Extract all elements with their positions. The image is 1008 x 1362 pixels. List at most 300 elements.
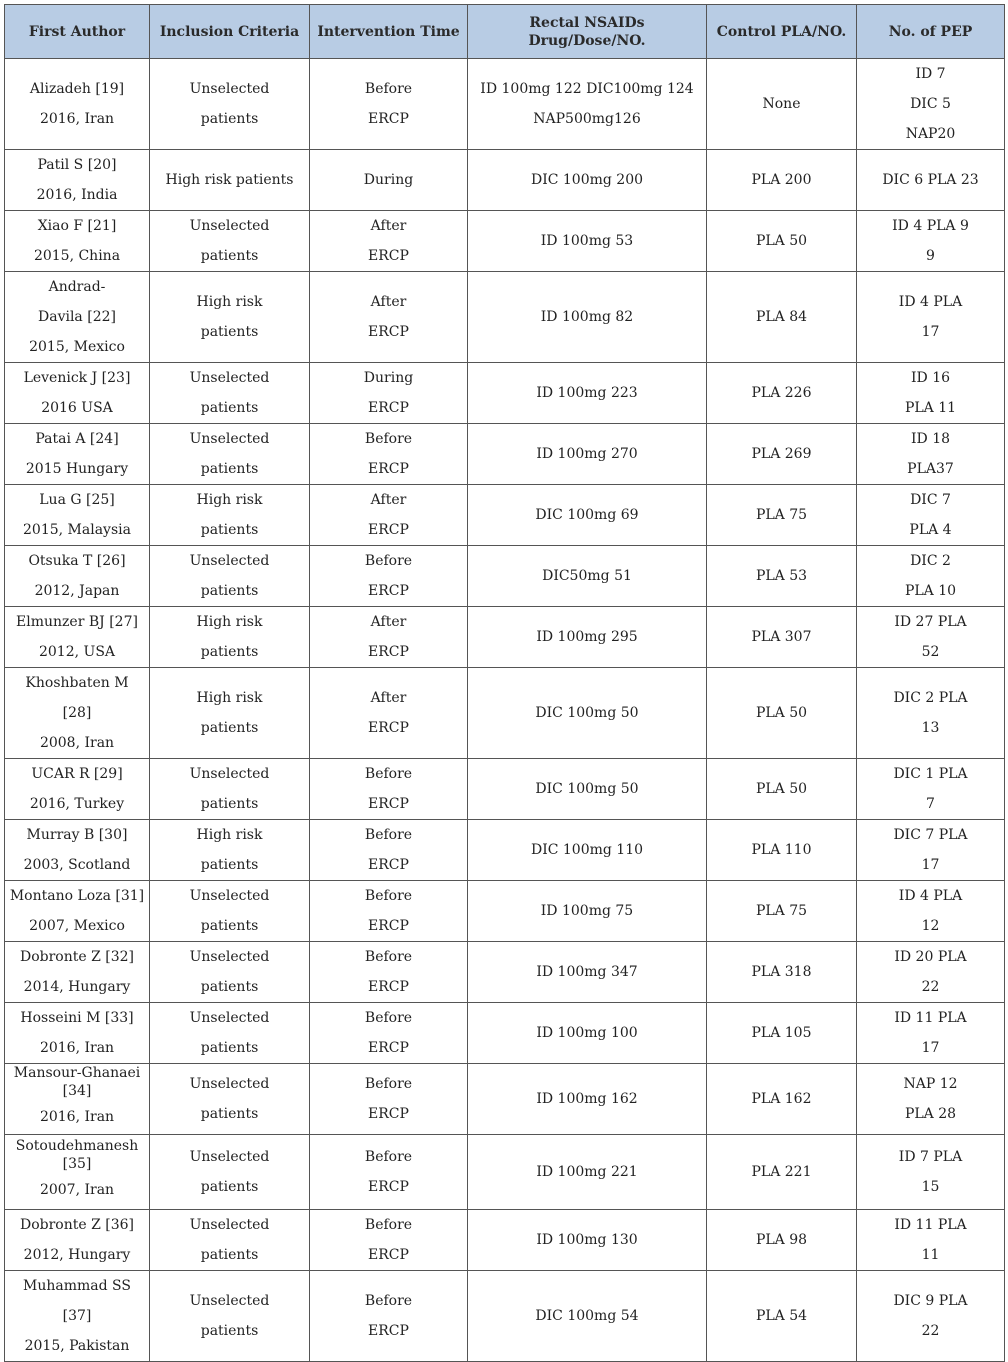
drug-dose-cell bbox=[468, 759, 707, 820]
table-row bbox=[5, 1135, 1005, 1210]
header-row bbox=[5, 5, 1005, 59]
header-intervention-time: Intervention Time bbox=[310, 5, 468, 59]
drug-dose-cell-line: DIC 100mg 50 bbox=[535, 781, 639, 797]
control-cell bbox=[707, 942, 857, 1003]
control-cell bbox=[707, 485, 857, 546]
table-row bbox=[5, 272, 1005, 363]
drug-dose-cell-line: DIC 100mg 69 bbox=[535, 507, 639, 523]
pep-cell-line: DIC 2 PLA bbox=[893, 690, 968, 706]
drug-dose-cell bbox=[468, 1064, 707, 1135]
author-cell-line: Levenick J [23] bbox=[23, 370, 131, 386]
drug-dose-cell bbox=[468, 1135, 707, 1210]
pep-cell bbox=[857, 1003, 1005, 1064]
pep-cell bbox=[857, 942, 1005, 1003]
intervention-time-cell bbox=[310, 150, 468, 211]
control-cell-line: PLA 84 bbox=[755, 309, 808, 325]
intervention-time-cell-line: ERCP bbox=[368, 583, 409, 599]
pep-cell-line: ID 4 PLA bbox=[898, 888, 963, 904]
table-row bbox=[5, 942, 1005, 1003]
intervention-time-cell-line: After bbox=[370, 614, 407, 630]
intervention-time-cell-line: ERCP bbox=[368, 1247, 409, 1263]
pep-cell-line: ID 16 bbox=[910, 370, 951, 386]
author-cell-line: 2008, Iran bbox=[39, 735, 115, 751]
inclusion-criteria-cell-line: Unselected bbox=[189, 1217, 270, 1233]
author-cell bbox=[5, 607, 150, 668]
control-cell-line: PLA 75 bbox=[755, 903, 808, 919]
author-cell-line: Andrad- bbox=[48, 279, 106, 295]
inclusion-criteria-cell-line: High risk patients bbox=[165, 172, 294, 188]
drug-dose-cell-line: ID 100mg 295 bbox=[536, 629, 638, 645]
table-row bbox=[5, 211, 1005, 272]
control-cell bbox=[707, 607, 857, 668]
control-cell-line: PLA 75 bbox=[755, 507, 808, 523]
author-cell-line: 2015, Pakistan bbox=[24, 1338, 130, 1354]
control-cell-line: PLA 318 bbox=[751, 964, 812, 980]
table-body bbox=[5, 59, 1005, 1362]
intervention-time-cell-line: Before bbox=[364, 1149, 413, 1165]
inclusion-criteria-cell-line: Unselected bbox=[189, 1149, 270, 1165]
table-row bbox=[5, 150, 1005, 211]
inclusion-criteria-cell-line: patients bbox=[200, 1247, 259, 1263]
pep-cell-line: 7 bbox=[926, 796, 935, 812]
table-row bbox=[5, 59, 1005, 150]
author-cell bbox=[5, 1003, 150, 1064]
control-cell bbox=[707, 1271, 857, 1362]
intervention-time-cell-line: Before bbox=[364, 827, 413, 843]
intervention-time-cell-line: ERCP bbox=[368, 1323, 409, 1339]
control-cell-line: PLA 105 bbox=[751, 1025, 812, 1041]
author-cell-line: Elmunzer BJ [27] bbox=[16, 614, 138, 630]
inclusion-criteria-cell-line: Unselected bbox=[189, 1293, 270, 1309]
pep-cell-line: 17 bbox=[921, 324, 940, 340]
control-cell-line: None bbox=[762, 96, 801, 112]
pep-cell-line: DIC 6 PLA 23 bbox=[882, 172, 979, 188]
drug-dose-cell bbox=[468, 1271, 707, 1362]
control-cell bbox=[707, 424, 857, 485]
inclusion-criteria-cell-line: patients bbox=[200, 720, 259, 736]
table-row bbox=[5, 759, 1005, 820]
author-cell bbox=[5, 150, 150, 211]
pep-cell bbox=[857, 881, 1005, 942]
pep-cell bbox=[857, 485, 1005, 546]
intervention-time-cell bbox=[310, 881, 468, 942]
inclusion-criteria-cell-line: Unselected bbox=[189, 888, 270, 904]
intervention-time-cell-line: ERCP bbox=[368, 979, 409, 995]
pep-cell-line: NAP20 bbox=[905, 126, 956, 142]
pep-cell bbox=[857, 363, 1005, 424]
author-cell-line: 2012, Japan bbox=[34, 583, 120, 599]
control-cell bbox=[707, 668, 857, 759]
pep-cell-line: 52 bbox=[921, 644, 940, 660]
author-cell-line: 2016, Turkey bbox=[29, 796, 125, 812]
drug-dose-cell-line: ID 100mg 162 bbox=[536, 1091, 638, 1107]
pep-cell-line: DIC 1 PLA bbox=[893, 766, 968, 782]
control-cell-line: PLA 50 bbox=[755, 781, 808, 797]
inclusion-criteria-cell-line: patients bbox=[200, 1179, 259, 1195]
drug-dose-cell bbox=[468, 485, 707, 546]
drug-dose-cell-line: ID 100mg 347 bbox=[536, 964, 638, 980]
intervention-time-cell bbox=[310, 607, 468, 668]
inclusion-criteria-cell bbox=[150, 1064, 310, 1135]
table-row bbox=[5, 485, 1005, 546]
table-row bbox=[5, 363, 1005, 424]
inclusion-criteria-cell-line: patients bbox=[200, 1106, 259, 1122]
pep-cell-line: ID 20 PLA bbox=[894, 949, 967, 965]
drug-dose-cell-line: DIC 100mg 200 bbox=[530, 172, 644, 188]
author-cell-line: Hosseini M [33] bbox=[20, 1010, 134, 1026]
inclusion-criteria-cell-line: patients bbox=[200, 644, 259, 660]
control-cell-line: PLA 307 bbox=[751, 629, 812, 645]
pep-cell bbox=[857, 668, 1005, 759]
drug-dose-cell-line: ID 100mg 100 bbox=[536, 1025, 638, 1041]
drug-dose-cell-line: ID 100mg 130 bbox=[536, 1232, 638, 1248]
pep-cell-line: DIC 7 bbox=[910, 492, 951, 508]
intervention-time-cell bbox=[310, 942, 468, 1003]
control-cell bbox=[707, 820, 857, 881]
author-cell-line: Patai A [24] bbox=[35, 431, 119, 447]
intervention-time-cell bbox=[310, 1135, 468, 1210]
pep-cell-line: 11 bbox=[921, 1247, 940, 1263]
intervention-time-cell-line: ERCP bbox=[368, 461, 409, 477]
author-cell-line: Dobronte Z [32] bbox=[19, 949, 135, 965]
header-first-author: First Author bbox=[5, 5, 150, 59]
intervention-time-cell-line: After bbox=[370, 492, 407, 508]
pep-cell bbox=[857, 211, 1005, 272]
author-cell-line: [35] bbox=[62, 1156, 92, 1172]
control-cell bbox=[707, 546, 857, 607]
pep-cell-line: ID 18 bbox=[910, 431, 951, 447]
control-cell bbox=[707, 150, 857, 211]
intervention-time-cell bbox=[310, 1064, 468, 1135]
inclusion-criteria-cell bbox=[150, 424, 310, 485]
pep-cell bbox=[857, 272, 1005, 363]
intervention-time-cell-line: ERCP bbox=[368, 857, 409, 873]
control-cell bbox=[707, 881, 857, 942]
inclusion-criteria-cell-line: Unselected bbox=[189, 1010, 270, 1026]
intervention-time-cell-line: After bbox=[370, 294, 407, 310]
inclusion-criteria-cell-line: High risk bbox=[196, 492, 263, 508]
author-cell-line: 2016, India bbox=[36, 187, 118, 203]
author-cell-line: 2015, China bbox=[33, 248, 121, 264]
inclusion-criteria-cell bbox=[150, 485, 310, 546]
intervention-time-cell-line: During bbox=[363, 172, 414, 188]
author-cell-line: 2007, Iran bbox=[39, 1182, 115, 1198]
drug-dose-cell-line: ID 100mg 75 bbox=[540, 903, 634, 919]
table-row bbox=[5, 1210, 1005, 1271]
drug-dose-cell-line: DIC 100mg 54 bbox=[535, 1308, 639, 1324]
inclusion-criteria-cell-line: patients bbox=[200, 248, 259, 264]
inclusion-criteria-cell bbox=[150, 1135, 310, 1210]
author-cell-line: 2007, Mexico bbox=[29, 918, 125, 934]
intervention-time-cell bbox=[310, 211, 468, 272]
table-row bbox=[5, 424, 1005, 485]
author-cell-line: Muhammad SS [37] bbox=[23, 1278, 131, 1324]
author-cell-line: 2016, Iran bbox=[39, 1109, 115, 1125]
intervention-time-cell-line: ERCP bbox=[368, 248, 409, 264]
table-row bbox=[5, 546, 1005, 607]
pep-cell-line: DIC 2 bbox=[910, 553, 951, 569]
inclusion-criteria-cell bbox=[150, 1003, 310, 1064]
author-cell bbox=[5, 485, 150, 546]
drug-dose-cell bbox=[468, 546, 707, 607]
pep-cell-line: 13 bbox=[921, 720, 940, 736]
inclusion-criteria-cell bbox=[150, 272, 310, 363]
author-cell bbox=[5, 942, 150, 1003]
author-cell bbox=[5, 1064, 150, 1135]
control-cell bbox=[707, 272, 857, 363]
pep-cell-line: ID 4 PLA 9 bbox=[892, 218, 969, 234]
pep-cell-line: PLA 11 bbox=[904, 400, 957, 416]
header-inclusion-criteria: Inclusion Criteria bbox=[150, 5, 310, 59]
drug-dose-cell bbox=[468, 1210, 707, 1271]
table-row bbox=[5, 1271, 1005, 1362]
drug-dose-cell bbox=[468, 363, 707, 424]
author-cell-line: Khoshbaten M [28] bbox=[25, 675, 129, 721]
pep-cell-line: 22 bbox=[921, 979, 940, 995]
intervention-time-cell-line: ERCP bbox=[368, 1179, 409, 1195]
inclusion-criteria-cell-line: patients bbox=[200, 400, 259, 416]
inclusion-criteria-cell-line: Unselected bbox=[189, 81, 270, 97]
inclusion-criteria-cell-line: High risk bbox=[196, 690, 263, 706]
control-cell-line: PLA 50 bbox=[755, 233, 808, 249]
inclusion-criteria-cell-line: patients bbox=[200, 918, 259, 934]
author-cell bbox=[5, 759, 150, 820]
inclusion-criteria-cell-line: Unselected bbox=[189, 949, 270, 965]
pep-cell bbox=[857, 424, 1005, 485]
drug-dose-cell bbox=[468, 820, 707, 881]
drug-dose-cell bbox=[468, 59, 707, 150]
pep-cell bbox=[857, 546, 1005, 607]
author-cell bbox=[5, 363, 150, 424]
control-cell bbox=[707, 759, 857, 820]
inclusion-criteria-cell-line: patients bbox=[200, 324, 259, 340]
inclusion-criteria-cell-line: Unselected bbox=[189, 218, 270, 234]
pep-cell bbox=[857, 59, 1005, 150]
author-cell-line: 2016 USA bbox=[41, 400, 113, 416]
intervention-time-cell-line: ERCP bbox=[368, 1106, 409, 1122]
intervention-time-cell-line: Before bbox=[364, 766, 413, 782]
intervention-time-cell-line: ERCP bbox=[368, 111, 409, 127]
author-cell-line: 2003, Scotland bbox=[23, 857, 131, 873]
control-cell bbox=[707, 59, 857, 150]
author-cell-line: Xiao F [21] bbox=[37, 218, 117, 234]
inclusion-criteria-cell-line: Unselected bbox=[189, 766, 270, 782]
inclusion-criteria-cell-line: patients bbox=[200, 461, 259, 477]
intervention-time-cell-line: Before bbox=[364, 888, 413, 904]
header-rectal-nsaids-line1: Rectal NSAIDs bbox=[529, 14, 645, 31]
author-cell-line: Montano Loza [31] bbox=[9, 888, 145, 904]
inclusion-criteria-cell-line: High risk bbox=[196, 294, 263, 310]
control-cell bbox=[707, 1210, 857, 1271]
drug-dose-cell bbox=[468, 1003, 707, 1064]
intervention-time-cell-line: After bbox=[370, 218, 407, 234]
inclusion-criteria-cell bbox=[150, 881, 310, 942]
author-cell-line: Lua G [25] bbox=[39, 492, 115, 508]
pep-cell-line: ID 11 PLA bbox=[894, 1010, 967, 1026]
pep-cell-line: PLA 10 bbox=[904, 583, 957, 599]
pep-cell bbox=[857, 1135, 1005, 1210]
intervention-time-cell-line: ERCP bbox=[368, 796, 409, 812]
author-cell-line: Murray B [30] bbox=[26, 827, 128, 843]
author-cell-line: UCAR R [29] bbox=[31, 766, 123, 782]
intervention-time-cell-line: Before bbox=[364, 1293, 413, 1309]
pep-cell bbox=[857, 1210, 1005, 1271]
control-cell-line: PLA 110 bbox=[751, 842, 812, 858]
control-cell-line: PLA 53 bbox=[755, 568, 808, 584]
drug-dose-cell-line: DIC 100mg 50 bbox=[535, 705, 639, 721]
control-cell-line: PLA 98 bbox=[755, 1232, 808, 1248]
intervention-time-cell-line: ERCP bbox=[368, 644, 409, 660]
author-cell-line: Mansour-Ghanaei bbox=[13, 1065, 141, 1081]
inclusion-criteria-cell-line: patients bbox=[200, 522, 259, 538]
pep-cell-line: DIC 7 PLA bbox=[893, 827, 968, 843]
inclusion-criteria-cell bbox=[150, 668, 310, 759]
intervention-time-cell-line: Before bbox=[364, 1217, 413, 1233]
intervention-time-cell bbox=[310, 424, 468, 485]
drug-dose-cell bbox=[468, 668, 707, 759]
pep-cell-line: DIC 5 bbox=[910, 96, 951, 112]
control-cell bbox=[707, 363, 857, 424]
drug-dose-cell bbox=[468, 272, 707, 363]
author-cell-line: 2015, Mexico bbox=[29, 339, 125, 355]
drug-dose-cell bbox=[468, 424, 707, 485]
intervention-time-cell bbox=[310, 363, 468, 424]
author-cell-line: Davila [22] bbox=[38, 309, 116, 325]
drug-dose-cell-line: DIC 100mg 110 bbox=[530, 842, 644, 858]
control-cell bbox=[707, 211, 857, 272]
drug-dose-cell bbox=[468, 211, 707, 272]
inclusion-criteria-cell bbox=[150, 363, 310, 424]
intervention-time-cell-line: ERCP bbox=[368, 400, 409, 416]
inclusion-criteria-cell bbox=[150, 546, 310, 607]
author-cell-line: 2016, Iran bbox=[39, 1040, 115, 1056]
drug-dose-cell-line: ID 100mg 122 DIC100mg 124 bbox=[480, 81, 694, 97]
author-cell bbox=[5, 820, 150, 881]
author-cell bbox=[5, 1271, 150, 1362]
author-cell-line: 2012, USA bbox=[38, 644, 116, 660]
table-row bbox=[5, 1003, 1005, 1064]
intervention-time-cell bbox=[310, 820, 468, 881]
inclusion-criteria-cell-line: patients bbox=[200, 1323, 259, 1339]
author-cell bbox=[5, 211, 150, 272]
drug-dose-cell-line: ID 100mg 270 bbox=[536, 446, 638, 462]
intervention-time-cell bbox=[310, 272, 468, 363]
inclusion-criteria-cell-line: High risk bbox=[196, 827, 263, 843]
intervention-time-cell bbox=[310, 668, 468, 759]
author-cell-line: 2015 Hungary bbox=[25, 461, 129, 477]
author-cell-line: [34] bbox=[62, 1083, 92, 1099]
author-cell bbox=[5, 546, 150, 607]
intervention-time-cell bbox=[310, 759, 468, 820]
pep-cell-line: ID 4 PLA bbox=[898, 294, 963, 310]
author-cell-line: Alizadeh [19] bbox=[29, 81, 125, 97]
intervention-time-cell bbox=[310, 1003, 468, 1064]
author-cell-line: 2016, Iran bbox=[39, 111, 115, 127]
author-cell bbox=[5, 1210, 150, 1271]
intervention-time-cell bbox=[310, 1210, 468, 1271]
inclusion-criteria-cell bbox=[150, 211, 310, 272]
inclusion-criteria-cell bbox=[150, 759, 310, 820]
pep-cell bbox=[857, 607, 1005, 668]
drug-dose-cell-line: DIC50mg 51 bbox=[542, 568, 632, 584]
inclusion-criteria-cell bbox=[150, 942, 310, 1003]
pep-cell-line: 15 bbox=[921, 1179, 940, 1195]
inclusion-criteria-cell bbox=[150, 820, 310, 881]
pep-cell bbox=[857, 150, 1005, 211]
control-cell bbox=[707, 1135, 857, 1210]
inclusion-criteria-cell-line: High risk bbox=[196, 614, 263, 630]
author-cell-line: Otsuka T [26] bbox=[28, 553, 126, 569]
intervention-time-cell bbox=[310, 59, 468, 150]
author-cell bbox=[5, 668, 150, 759]
pep-cell bbox=[857, 1064, 1005, 1135]
intervention-time-cell-line: ERCP bbox=[368, 720, 409, 736]
pep-cell-line: 9 bbox=[926, 248, 935, 264]
intervention-time-cell-line: During bbox=[363, 370, 414, 386]
inclusion-criteria-cell-line: patients bbox=[200, 111, 259, 127]
header-rectal-nsaids-line2: Drug/Dose/NO. bbox=[528, 32, 646, 49]
inclusion-criteria-cell bbox=[150, 150, 310, 211]
author-cell-line: Sotoudehmanesh bbox=[15, 1138, 139, 1154]
control-cell bbox=[707, 1064, 857, 1135]
inclusion-criteria-cell-line: Unselected bbox=[189, 553, 270, 569]
inclusion-criteria-cell-line: patients bbox=[200, 1040, 259, 1056]
pep-cell bbox=[857, 1271, 1005, 1362]
header-no-of-pep: No. of PEP bbox=[857, 5, 1005, 59]
author-cell bbox=[5, 881, 150, 942]
pep-cell-line: ID 11 PLA bbox=[894, 1217, 967, 1233]
inclusion-criteria-cell-line: patients bbox=[200, 796, 259, 812]
inclusion-criteria-cell-line: Unselected bbox=[189, 370, 270, 386]
pep-cell-line: 17 bbox=[921, 857, 940, 873]
pep-cell-line: 22 bbox=[921, 1323, 940, 1339]
pep-cell-line: PLA 28 bbox=[904, 1106, 957, 1122]
inclusion-criteria-cell-line: patients bbox=[200, 583, 259, 599]
intervention-time-cell bbox=[310, 485, 468, 546]
drug-dose-cell bbox=[468, 607, 707, 668]
author-cell-line: Dobronte Z [36] bbox=[19, 1217, 135, 1233]
pep-cell-line: ID 27 PLA bbox=[894, 614, 967, 630]
author-cell-line: Patil S [20] bbox=[37, 157, 117, 173]
pep-cell bbox=[857, 820, 1005, 881]
pep-cell-line: ID 7 PLA bbox=[898, 1149, 963, 1165]
author-cell bbox=[5, 59, 150, 150]
control-cell-line: PLA 226 bbox=[751, 385, 812, 401]
intervention-time-cell-line: Before bbox=[364, 1076, 413, 1092]
control-cell-line: PLA 200 bbox=[751, 172, 812, 188]
pep-cell-line: PLA37 bbox=[907, 461, 954, 477]
drug-dose-cell-line: ID 100mg 221 bbox=[536, 1164, 638, 1180]
control-cell-line: PLA 54 bbox=[755, 1308, 808, 1324]
table-row bbox=[5, 1064, 1005, 1135]
pep-cell-line: 12 bbox=[921, 918, 940, 934]
control-cell-line: PLA 269 bbox=[751, 446, 812, 462]
pep-cell-line: NAP 12 bbox=[903, 1076, 958, 1092]
intervention-time-cell bbox=[310, 546, 468, 607]
intervention-time-cell-line: Before bbox=[364, 1010, 413, 1026]
drug-dose-cell-line: NAP500mg126 bbox=[533, 111, 641, 127]
inclusion-criteria-cell-line: patients bbox=[200, 857, 259, 873]
control-cell bbox=[707, 1003, 857, 1064]
author-cell bbox=[5, 1135, 150, 1210]
inclusion-criteria-cell bbox=[150, 1271, 310, 1362]
intervention-time-cell-line: Before bbox=[364, 431, 413, 447]
drug-dose-cell-line: ID 100mg 223 bbox=[536, 385, 638, 401]
author-cell bbox=[5, 272, 150, 363]
inclusion-criteria-cell-line: Unselected bbox=[189, 1076, 270, 1092]
pep-cell-line: PLA 4 bbox=[909, 522, 952, 538]
inclusion-criteria-cell bbox=[150, 607, 310, 668]
